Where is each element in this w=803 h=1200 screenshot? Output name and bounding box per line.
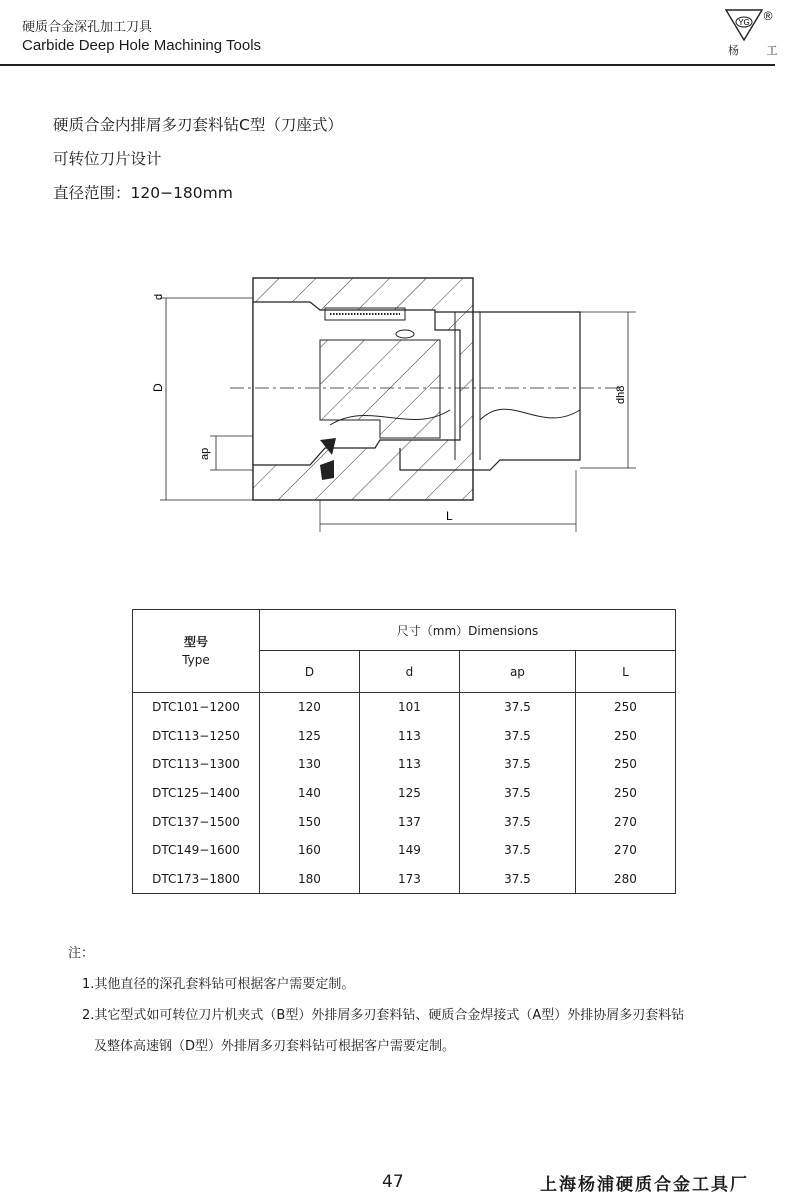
table-row bbox=[133, 693, 676, 722]
cell-L: 250 bbox=[575, 750, 675, 779]
cell-L: 250 bbox=[575, 779, 675, 808]
cell-type: DTC113−1300 bbox=[133, 750, 260, 779]
cell-D: 130 bbox=[260, 750, 360, 779]
header-rule bbox=[0, 64, 775, 66]
product-title: 硬质合金内排屑多刃套料钻C型（刀座式） bbox=[53, 116, 343, 134]
dimension-d: d bbox=[153, 293, 165, 300]
page-header bbox=[0, 0, 803, 68]
product-titles bbox=[53, 108, 343, 210]
dimension-L: L bbox=[446, 509, 453, 523]
cell-L: 250 bbox=[575, 693, 675, 722]
column-header: d bbox=[359, 651, 459, 693]
column-header: ap bbox=[459, 651, 575, 693]
notes-label: 注： bbox=[68, 946, 95, 961]
column-header: D bbox=[260, 651, 360, 693]
table-row bbox=[133, 750, 676, 779]
cell-ap: 37.5 bbox=[459, 865, 575, 894]
cell-ap: 37.5 bbox=[459, 750, 575, 779]
note-item: 1.其他直径的深孔套料钻可根据客户需要定制。 bbox=[82, 977, 355, 992]
table-row bbox=[133, 865, 676, 894]
cell-L: 280 bbox=[575, 865, 675, 894]
cell-type: DTC137−1500 bbox=[133, 807, 260, 836]
note-item: 2.其它型式如可转位刀片机夹式（B型）外排屑多刃套料钻、硬质合金焊接式（A型）外排协屑多刃套料钻 bbox=[82, 1008, 685, 1023]
dimension-ap: ap bbox=[199, 447, 211, 460]
table-row bbox=[133, 721, 676, 750]
product-subtitle: 可转位刀片设计 bbox=[53, 150, 162, 168]
cell-D: 125 bbox=[260, 721, 360, 750]
cell-d: 101 bbox=[359, 693, 459, 722]
cell-ap: 37.5 bbox=[459, 693, 575, 722]
logo-text: 杨 工 bbox=[728, 44, 790, 57]
cell-L: 270 bbox=[575, 807, 675, 836]
dimensions-header: 尺寸（mm）Dimensions bbox=[260, 610, 676, 651]
cell-ap: 37.5 bbox=[459, 807, 575, 836]
cell-D: 120 bbox=[260, 693, 360, 722]
cell-d: 113 bbox=[359, 750, 459, 779]
cell-L: 250 bbox=[575, 721, 675, 750]
page-number: 47 bbox=[382, 1172, 404, 1192]
table-row bbox=[133, 807, 676, 836]
dimension-D: D bbox=[151, 383, 165, 392]
cell-D: 160 bbox=[260, 836, 360, 865]
cell-type: DTC113−1250 bbox=[133, 721, 260, 750]
technical-drawing bbox=[150, 260, 670, 540]
table-row bbox=[133, 779, 676, 808]
cell-ap: 37.5 bbox=[459, 721, 575, 750]
cell-d: 149 bbox=[359, 836, 459, 865]
type-header-en: Type bbox=[182, 653, 210, 667]
type-header bbox=[133, 610, 260, 693]
cell-D: 180 bbox=[260, 865, 360, 894]
cell-type: DTC149−1600 bbox=[133, 836, 260, 865]
cell-L: 270 bbox=[575, 836, 675, 865]
cell-type: DTC173−1800 bbox=[133, 865, 260, 894]
cell-ap: 37.5 bbox=[459, 779, 575, 808]
column-header: L bbox=[575, 651, 675, 693]
type-header-cn: 型号 bbox=[183, 635, 208, 649]
cell-d: 113 bbox=[359, 721, 459, 750]
cell-type: DTC101−1200 bbox=[133, 693, 260, 722]
cell-d: 173 bbox=[359, 865, 459, 894]
notes-section bbox=[68, 942, 684, 1062]
dimensions-table bbox=[132, 609, 676, 894]
cell-D: 150 bbox=[260, 807, 360, 836]
cell-D: 140 bbox=[260, 779, 360, 808]
company-name: 上海杨浦硬质合金工具厂 bbox=[540, 1175, 749, 1195]
cell-ap: 37.5 bbox=[459, 836, 575, 865]
header-title-cn: 硬质合金深孔加工刀具 bbox=[22, 20, 153, 35]
header-title-en: Carbide Deep Hole Machining Tools bbox=[22, 37, 262, 54]
dimension-dh8: dh8 bbox=[615, 385, 627, 404]
registered-mark: ® bbox=[763, 9, 773, 23]
cell-d: 125 bbox=[359, 779, 459, 808]
diameter-range: 直径范围：120−180mm bbox=[53, 184, 233, 202]
logo-mark: YG bbox=[738, 18, 750, 27]
cell-d: 137 bbox=[359, 807, 459, 836]
table-row bbox=[133, 836, 676, 865]
cell-type: DTC125−1400 bbox=[133, 779, 260, 808]
note-item-continued: 及整体高速钢（D型）外排屑多刃套料钻可根据客户需要定制。 bbox=[94, 1039, 456, 1054]
